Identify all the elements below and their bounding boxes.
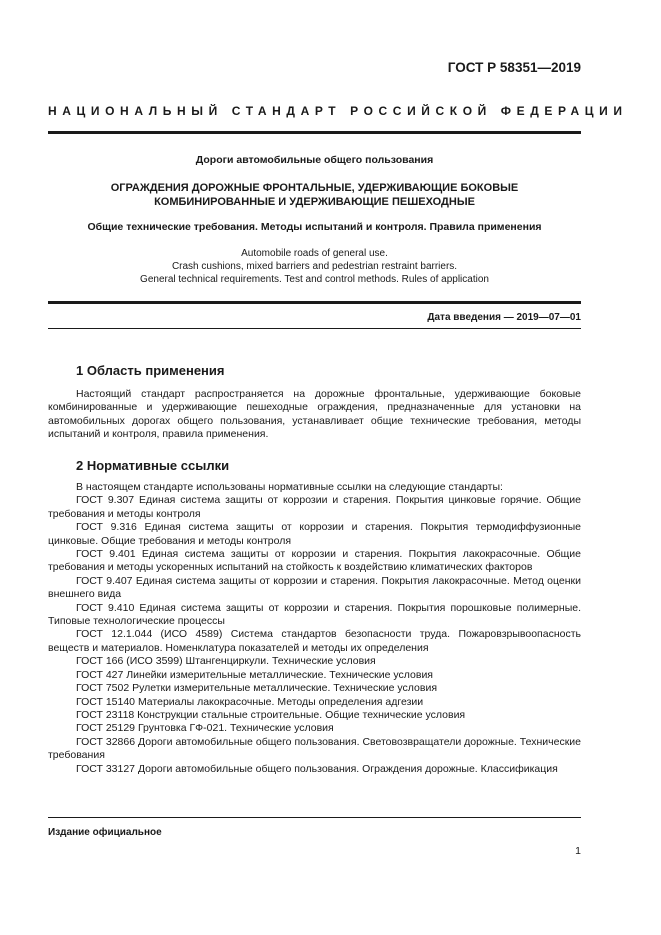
section-text	[48, 388, 581, 442]
reference-item: ГОСТ 9.307 Единая система защиты от коррозии и старения. Покрытия цинковые горячие. Общие требования и методы контроля	[48, 494, 581, 520]
paragraph: Настоящий стандарт распространяется на дорожные фронтальные, удерживающие боковые комбинированные и удерживающие пешеходные ограждения, предназначенные для установки на автомобильных дорогах общего пользования, устанавливает общие технические требования, методы испытаний и контроля, правила применения.	[48, 388, 581, 441]
reference-item: ГОСТ 32866 Дороги автомобильные общего пользования. Световозвращатели дорожные. Технические требования	[48, 735, 581, 762]
reference-item: ГОСТ 9.407 Единая система защиты от коррозии и старения. Покрытия лакокрасочные. Метод оценки внешнего вида	[48, 574, 581, 601]
references-list	[48, 481, 581, 776]
reference-item: ГОСТ 12.1.044 (ИСО 4589) Система стандартов безопасности труда. Пожаровзрывоопасность веществ и материалов. Номенклатура показателей и методы их определения	[48, 628, 581, 654]
divider	[48, 131, 581, 134]
reference-item: ГОСТ 33127 Дороги автомобильные общего пользования. Ограждения дорожные. Классификация	[76, 762, 558, 775]
english-title-line: Crash cushions, mixed barriers and pedestrian restraint barriers.	[171, 261, 458, 272]
section-heading: 2 Нормативные ссылки	[76, 458, 230, 473]
english-title-line: General technical requirements. Test and control methods. Rules of application	[140, 274, 489, 285]
reference-item: ГОСТ 23118 Конструкции стальные строительные. Общие технические условия	[76, 708, 466, 721]
divider	[48, 817, 581, 818]
standard-title-line: КОМБИНИРОВАННЫЕ И УДЕРЖИВАЮЩИЕ ПЕШЕХОДНЫЕ	[154, 195, 475, 208]
reference-item: ГОСТ 166 (ИСО 3599) Штангенциркули. Технические условия	[76, 655, 376, 668]
reference-item: ГОСТ 25129 Грунтовка ГФ-021. Технические условия	[76, 722, 334, 735]
page-number: 1	[575, 845, 581, 857]
divider	[48, 328, 581, 329]
standard-subtitle: Общие технические требования. Методы испытаний и контроля. Правила применения	[87, 221, 542, 233]
paragraph: В настоящем стандарте использованы нормативные ссылки на следующие стандарты:	[76, 481, 503, 493]
reference-item: ГОСТ 9.401 Единая система защиты от коррозии и старения. Покрытия лакокрасочные. Общие требования и методы ускоренных испытаний на стойкость к воздействию климатических факторов	[48, 548, 581, 574]
section-heading: 1 Область применения	[76, 363, 225, 378]
national-standard-banner: НАЦИОНАЛЬНЫЙ СТАНДАРТ РОССИЙСКОЙ ФЕДЕРАЦИИ	[48, 104, 628, 118]
reference-item: ГОСТ 7502 Рулетки измерительные металлические. Технические условия	[76, 682, 438, 695]
standard-title-line: ОГРАЖДЕНИЯ ДОРОЖНЫЕ ФРОНТАЛЬНЫЕ, УДЕРЖИВАЮЩИЕ БОКОВЫЕ	[110, 182, 519, 194]
divider	[48, 301, 581, 304]
document-number: ГОСТ Р 58351—2019	[447, 60, 581, 75]
reference-item: ГОСТ 9.316 Единая система защиты от коррозии и старения. Покрытия термодиффузионные цинковые. Общие требования и методы контроля	[48, 521, 581, 547]
edition-note: Издание официальное	[48, 827, 162, 838]
standard-group: Дороги автомобильные общего пользования	[195, 154, 434, 166]
standard-title	[48, 182, 581, 209]
english-title	[48, 247, 581, 286]
english-title-line: Automobile roads of general use.	[241, 248, 388, 259]
introduction-date: Дата введения — 2019—07—01	[427, 312, 581, 323]
reference-item: ГОСТ 9.410 Единая система защиты от коррозии и старения. Покрытия порошковые полимерные. Типовые технологические процессы	[48, 601, 581, 628]
reference-item: ГОСТ 15140 Материалы лакокрасочные. Методы определения адгезии	[76, 695, 424, 708]
reference-item: ГОСТ 427 Линейки измерительные металлические. Технические условия	[76, 668, 433, 681]
